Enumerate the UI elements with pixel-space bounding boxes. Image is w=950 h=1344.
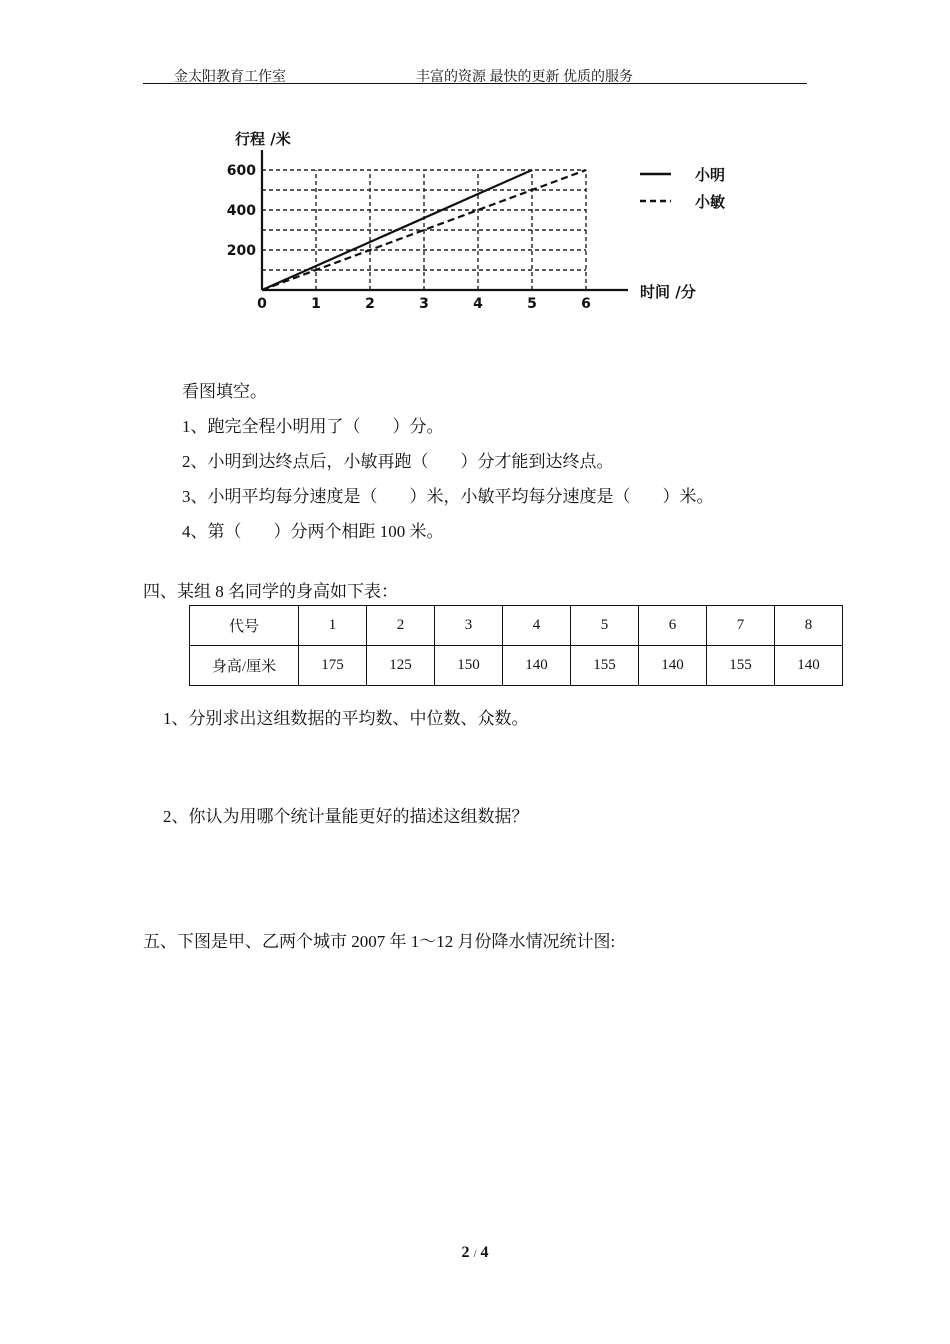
table-cell: 140 [775,646,843,686]
x-tick-label: 5 [527,296,537,312]
table-header-cell: 身高/厘米 [190,646,299,686]
question-text: 4、第（ [182,522,242,541]
series-line-1 [262,170,532,290]
y-tick-label: 400 [226,203,256,219]
legend-label: 小敏 [695,193,726,211]
table-cell: 140 [639,646,707,686]
page-number [0,1244,950,1262]
table-cell: 4 [503,606,571,646]
table-cell: 8 [775,606,843,646]
table-cell: 155 [707,646,775,686]
page-current: 2 [461,1244,470,1261]
table-cell: 1 [299,606,367,646]
y-tick-label: 600 [226,163,256,179]
section-4-title: 四、某组 8 名同学的身高如下表： [143,582,398,601]
header-left-text: 金太阳教育工作室 [174,70,286,85]
question-text: ）米。 [662,487,714,506]
section-5-title: 五、下图是甲、乙两个城市 2007 年 1～12 月份降水情况统计图: [143,932,616,951]
fill-blank-instruction: 看图填空。 [182,382,267,401]
table-cell: 6 [639,606,707,646]
legend-label: 小明 [695,166,726,184]
question-text: 1、跑完全程小明用了（ [182,417,361,436]
question-3-4 [182,517,444,542]
x-tick-label: 2 [365,296,375,312]
y-tick-label: 200 [226,243,256,259]
header-rule [143,83,807,84]
table-cell: 3 [435,606,503,646]
table-cell: 175 [299,646,367,686]
table-row [190,646,843,686]
question-3-1 [182,412,444,437]
y-axis-label: 行程 /米 [235,130,291,148]
table-cell: 125 [367,646,435,686]
question-4-2: 2、你认为用哪个统计量能更好的描述这组数据？ [163,807,529,826]
table-cell: 5 [571,606,639,646]
question-4-1: 1、分别求出这组数据的平均数、中位数、众数。 [163,709,529,728]
page-total: 4 [480,1244,489,1261]
chart-labels [227,130,696,312]
header-right-text: 丰富的资源 最快的更新 优质的服务 [416,70,633,85]
x-tick-label: 6 [581,296,591,312]
height-table [189,605,843,686]
x-axis-label: 时间 /分 [640,283,696,301]
question-3-2 [182,447,614,472]
x-tick-label: 0 [257,296,267,312]
page-separator: / [473,1248,477,1260]
chart-grid [262,170,586,290]
question-text: ）分两个相距 100 米。 [273,522,444,541]
question-text: ）分。 [392,417,444,436]
question-text: 2、小明到达终点后，小敏再跑（ [182,452,429,471]
table-cell: 7 [707,606,775,646]
chart-legend [640,166,725,211]
x-tick-label: 1 [311,296,321,312]
question-text: 3、小明平均每分速度是（ [182,487,378,506]
question-text: ）分才能到达终点。 [460,452,614,471]
table-cell: 150 [435,646,503,686]
table-header-cell: 代号 [190,606,299,646]
table-cell: 140 [503,646,571,686]
distance-time-chart [225,125,745,320]
table-row [190,606,843,646]
question-text: ）米，小敏平均每分速度是（ [409,487,631,506]
table-cell: 155 [571,646,639,686]
x-tick-label: 4 [473,296,483,312]
question-3-3 [182,482,714,507]
table-cell: 2 [367,606,435,646]
x-tick-label: 3 [419,296,429,312]
